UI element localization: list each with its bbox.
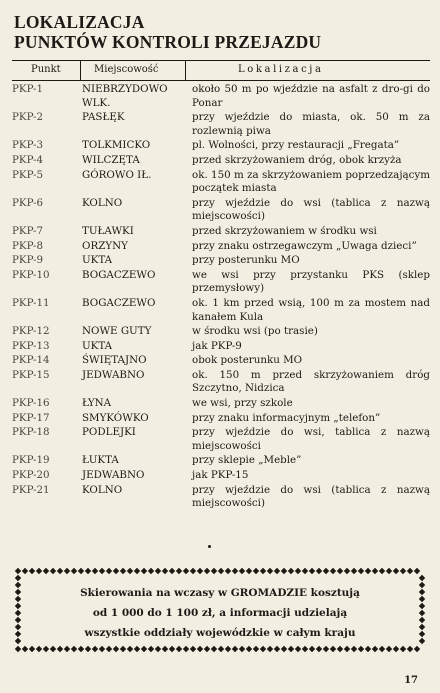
table-row [12, 254, 430, 268]
diamond-ornament [281, 568, 287, 574]
lokalizacja-cell: przy wjeździe do wsi, tablica z nazwą miejscowości [192, 426, 430, 452]
diamond-ornament [400, 646, 406, 652]
diamond-ornament [71, 646, 77, 652]
lokalizacja-cell: przy wjeździe do wsi (tablica z nazwą miejscowości) [192, 196, 430, 223]
diamond-ornament [260, 646, 266, 652]
table-row [12, 169, 430, 196]
diamond-ornament [15, 568, 21, 574]
punkt-cell: PKP-21 [12, 483, 50, 496]
diamond-ornament [64, 646, 70, 652]
diamond-ornament [295, 568, 301, 574]
miejscowosc-cell: PODLEJKI [82, 426, 136, 439]
diamond-ornament [120, 568, 126, 574]
diamond-ornament [419, 617, 425, 623]
diamond-ornament [162, 646, 168, 652]
miejscowosc-cell: ŚWIĘTAJNO [82, 354, 147, 367]
table-row [12, 325, 430, 339]
diamond-ornament [141, 646, 147, 652]
diamond-ornament [169, 568, 175, 574]
title-line-1: LOKALIZACJA [14, 12, 145, 32]
diamond-ornament [197, 568, 203, 574]
diamond-ornament [281, 646, 287, 652]
diamond-ornament [211, 646, 217, 652]
diamond-ornament [253, 568, 259, 574]
diamond-ornament [15, 575, 21, 581]
punkt-cell: PKP-16 [12, 397, 50, 410]
diamond-ornament [330, 568, 336, 574]
diamond-ornament [43, 568, 49, 574]
diamond-ornament [232, 646, 238, 652]
diamond-ornament [419, 582, 425, 588]
lokalizacja-cell: przy sklepie „Meble” [192, 454, 302, 467]
diamond-ornament [15, 638, 21, 644]
diamond-ornament [155, 646, 161, 652]
diamond-ornament [15, 603, 21, 609]
diamond-ornament [419, 631, 425, 637]
diamond-ornament [15, 582, 21, 588]
diamond-ornament [155, 568, 161, 574]
diamond-ornament [15, 631, 21, 637]
diamond-ornament [148, 568, 154, 574]
punkt-cell: PKP-20 [12, 469, 50, 482]
diamond-ornament [419, 596, 425, 602]
diamond-ornament [407, 646, 413, 652]
lokalizacja-cell: przed skrzyżowaniem dróg, obok krzyża [192, 153, 402, 166]
diamond-ornament [36, 646, 42, 652]
diamond-ornament [253, 646, 259, 652]
table-row [12, 269, 430, 296]
punkt-cell: PKP-18 [12, 426, 50, 439]
header-punkt: Punkt [31, 64, 61, 75]
diamond-ornament [267, 646, 273, 652]
diamond-ornament [71, 568, 77, 574]
miejscowosc-cell: TOLKMICKO [82, 139, 151, 152]
miejscowosc-cell: ORZYNY [82, 239, 128, 252]
diamond-ornament [358, 646, 364, 652]
diamond-ornament [337, 646, 343, 652]
diamond-ornament [419, 638, 425, 644]
miejscowosc-cell: KOLNO [82, 196, 123, 209]
diamond-ornament [295, 646, 301, 652]
diamond-ornament [302, 646, 308, 652]
diamond-ornament [50, 646, 56, 652]
diamond-ornament [323, 568, 329, 574]
diamond-ornament [419, 624, 425, 630]
miejscowosc-cell: JEDWABNO [82, 469, 145, 482]
diamond-ornament [141, 568, 147, 574]
diamond-ornament [134, 568, 140, 574]
punkt-cell: PKP-1 [12, 83, 44, 95]
lokalizacja-cell: jak PKP-15 [192, 469, 249, 482]
miejscowosc-cell: UKTA [82, 339, 113, 352]
diamond-ornament [232, 568, 238, 574]
diamond-ornament [176, 568, 182, 574]
diamond-ornament [176, 646, 182, 652]
lokalizacja-cell: pl. Wolności, przy restauracji „Fregata” [192, 139, 400, 152]
table-body [12, 83, 430, 512]
table-row [12, 83, 430, 110]
diamond-ornament [379, 646, 385, 652]
table-row [12, 197, 430, 224]
punkt-cell: PKP-10 [12, 268, 50, 281]
lokalizacja-cell: ok. 150 m za skrzyżowaniem poprzedzającym początek miasta [192, 168, 430, 195]
lokalizacja-cell: we wsi przy przystanku PKS (sklep przemysłowy) [192, 268, 430, 295]
miejscowosc-cell: ŁYNA [82, 397, 112, 410]
miejscowosc-cell: JEDWABNO [82, 368, 145, 381]
diamond-ornament [372, 568, 378, 574]
diamond-ornament [419, 589, 425, 595]
notice-line-2: od 1 000 do 1 100 zł, a informacji udzielają [92, 607, 348, 619]
diamond-ornament [372, 646, 378, 652]
punkt-cell: PKP-4 [12, 153, 44, 166]
lokalizacja-cell: przy wjeździe do miasta, ok. 50 m za rozlewnią piwa [192, 111, 430, 137]
punkt-cell: PKP-9 [12, 254, 44, 267]
diamond-ornament [134, 646, 140, 652]
notice-box [14, 567, 426, 653]
table-row [12, 297, 430, 324]
diamond-ornament [246, 646, 252, 652]
table-row [12, 154, 430, 168]
diamond-ornament [85, 568, 91, 574]
punkt-cell: PKP-13 [12, 339, 50, 352]
punkt-cell: PKP-19 [12, 454, 50, 467]
diamond-ornament [344, 568, 350, 574]
miejscowosc-cell: ŁUKTA [82, 454, 119, 467]
diamond-ornament [99, 646, 105, 652]
header-divider [80, 61, 81, 80]
miejscowosc-cell: NIEBRZYDOWO WLK. [82, 83, 168, 109]
diamond-ornament [190, 646, 196, 652]
table-row [12, 354, 430, 368]
diamond-ornament [274, 646, 280, 652]
diamond-ornament [169, 646, 175, 652]
diamond-ornament [386, 568, 392, 574]
diamond-ornament [148, 646, 154, 652]
diamond-ornament [57, 568, 63, 574]
diamond-ornament [22, 568, 28, 574]
diamond-ornament [29, 646, 35, 652]
diamond-ornament [92, 568, 98, 574]
diamond-ornament [267, 568, 273, 574]
diamond-ornament [127, 646, 133, 652]
punkt-cell: PKP-6 [12, 196, 44, 209]
diamond-ornament [337, 568, 343, 574]
diamond-ornament [162, 568, 168, 574]
punkt-cell: PKP-3 [12, 139, 44, 152]
diamond-ornament [15, 646, 21, 652]
lokalizacja-cell: jak PKP-9 [192, 339, 242, 352]
diamond-ornament [183, 568, 189, 574]
punkt-cell: PKP-15 [12, 368, 50, 381]
diamond-ornament [309, 568, 315, 574]
lokalizacja-cell: ok. 1 km przed wsią, 100 m za mostem nad kanałem Kula [192, 296, 430, 323]
miejscowosc-cell: GÓROWO IŁ. [82, 168, 152, 181]
table-row [12, 340, 430, 354]
diamond-ornament [351, 646, 357, 652]
punkt-cell: PKP-5 [12, 168, 44, 181]
table-row [12, 240, 430, 254]
notice-text [34, 583, 406, 643]
punkt-cell: PKP-14 [12, 354, 50, 367]
title-line-2: PUNKTÓW KONTROLI PRZEJAZDU [14, 32, 322, 52]
table-row [12, 484, 430, 511]
header-miejscowosc: Miejscowość [94, 64, 159, 75]
diamond-ornament [419, 575, 425, 581]
notice-line-3: wszystkie oddziały wojewódzkie w całym kraju [84, 627, 356, 639]
diamond-ornament [316, 568, 322, 574]
diamond-ornament [414, 568, 420, 574]
punkt-cell: PKP-12 [12, 325, 50, 338]
diamond-ornament [22, 646, 28, 652]
diamond-ornament [190, 568, 196, 574]
miejscowosc-cell: PASŁĘK [82, 111, 125, 124]
table-header [12, 60, 430, 81]
table-row [12, 111, 430, 138]
diamond-ornament [15, 589, 21, 595]
diamond-ornament [204, 568, 210, 574]
miejscowosc-cell: BOGACZEWO [82, 268, 156, 281]
lokalizacja-cell: około 50 m po wjeździe na asfalt z dro-gi do Ponar [192, 83, 430, 109]
diamond-ornament [211, 568, 217, 574]
separator-dot [208, 545, 211, 548]
diamond-ornament [218, 568, 224, 574]
diamond-ornament [419, 610, 425, 616]
diamond-ornament [274, 568, 280, 574]
diamond-ornament [106, 568, 112, 574]
table-row [12, 139, 430, 153]
table-row [12, 412, 430, 426]
diamond-ornament [365, 646, 371, 652]
punkt-cell: PKP-2 [12, 111, 44, 124]
lokalizacja-cell: obok posterunku MO [192, 354, 303, 367]
diamond-ornament [344, 646, 350, 652]
table-row [12, 454, 430, 468]
diamond-ornament [64, 568, 70, 574]
diamond-ornament [99, 568, 105, 574]
punkt-cell: PKP-11 [12, 296, 50, 309]
diamond-ornament [419, 603, 425, 609]
diamond-ornament [309, 646, 315, 652]
diamond-ornament [260, 568, 266, 574]
diamond-ornament [218, 646, 224, 652]
diamond-ornament [414, 646, 420, 652]
diamond-ornament [393, 646, 399, 652]
lokalizacja-cell: przy znaku ostrzegawczym „Uwaga dzieci” [192, 239, 417, 252]
miejscowosc-cell: UKTA [82, 254, 113, 267]
diamond-ornament [78, 646, 84, 652]
diamond-ornament [50, 568, 56, 574]
diamond-ornament [246, 568, 252, 574]
diamond-ornament [113, 646, 119, 652]
diamond-ornament [15, 596, 21, 602]
diamond-ornament [288, 568, 294, 574]
punkt-cell: PKP-8 [12, 239, 44, 252]
diamond-ornament [330, 646, 336, 652]
header-lokalizacja: Lokalizacja [238, 64, 324, 75]
diamond-ornament [120, 646, 126, 652]
lokalizacja-cell: ok. 150 m przed skrzyżowaniem dróg Szczytno, Nidzica [192, 368, 430, 395]
diamond-ornament [57, 646, 63, 652]
diamond-ornament [358, 568, 364, 574]
diamond-ornament [316, 646, 322, 652]
diamond-ornament [106, 646, 112, 652]
diamond-ornament [113, 568, 119, 574]
diamond-ornament [15, 610, 21, 616]
miejscowosc-cell: BOGACZEWO [82, 296, 156, 309]
lokalizacja-cell: przy wjeździe do wsi (tablica z nazwą miejscowości) [192, 483, 430, 510]
miejscowosc-cell: SMYKÓWKO [82, 411, 149, 424]
diamond-ornament [225, 568, 231, 574]
diamond-ornament [78, 568, 84, 574]
header-divider [185, 61, 186, 80]
diamond-ornament [393, 568, 399, 574]
diamond-ornament [239, 646, 245, 652]
diamond-ornament [127, 568, 133, 574]
page-title [14, 12, 321, 52]
table-row [12, 225, 430, 239]
lokalizacja-cell: we wsi, przy szkole [192, 397, 293, 410]
diamond-ornament [379, 568, 385, 574]
diamond-ornament [407, 568, 413, 574]
diamond-ornament [365, 568, 371, 574]
miejscowosc-cell: TUŁAWKI [82, 224, 134, 237]
diamond-ornament [197, 646, 203, 652]
diamond-ornament [36, 568, 42, 574]
miejscowosc-cell: WILCZĘTA [82, 153, 140, 166]
table-row [12, 426, 430, 453]
page-number: 17 [404, 675, 418, 686]
diamond-ornament [351, 568, 357, 574]
miejscowosc-cell: KOLNO [82, 483, 123, 496]
lokalizacja-cell: przed skrzyżowaniem w środku wsi [192, 224, 377, 237]
diamond-ornament [92, 646, 98, 652]
diamond-ornament [15, 624, 21, 630]
notice-line-1: Skierowania na wczasy w GROMADZIE kosztują [80, 587, 360, 599]
diamond-ornament [29, 568, 35, 574]
diamond-ornament [204, 646, 210, 652]
lokalizacja-cell: przy znaku informacyjnym „telefon” [192, 411, 381, 424]
diamond-ornament [43, 646, 49, 652]
table-row [12, 469, 430, 483]
diamond-ornament [85, 646, 91, 652]
diamond-ornament [302, 568, 308, 574]
diamond-ornament [386, 646, 392, 652]
diamond-ornament [323, 646, 329, 652]
diamond-ornament [288, 646, 294, 652]
diamond-ornament [225, 646, 231, 652]
table-row [12, 369, 430, 396]
lokalizacja-cell: w środku wsi (po trasie) [192, 325, 318, 338]
diamond-ornament [183, 646, 189, 652]
lokalizacja-cell: przy posterunku MO [192, 254, 300, 267]
miejscowosc-cell: NOWE GUTY [82, 325, 152, 338]
diamond-ornament [400, 568, 406, 574]
diamond-ornament [15, 617, 21, 623]
punkt-cell: PKP-17 [12, 411, 50, 424]
diamond-ornament [239, 568, 245, 574]
punkt-cell: PKP-7 [12, 224, 44, 237]
table-row [12, 397, 430, 411]
